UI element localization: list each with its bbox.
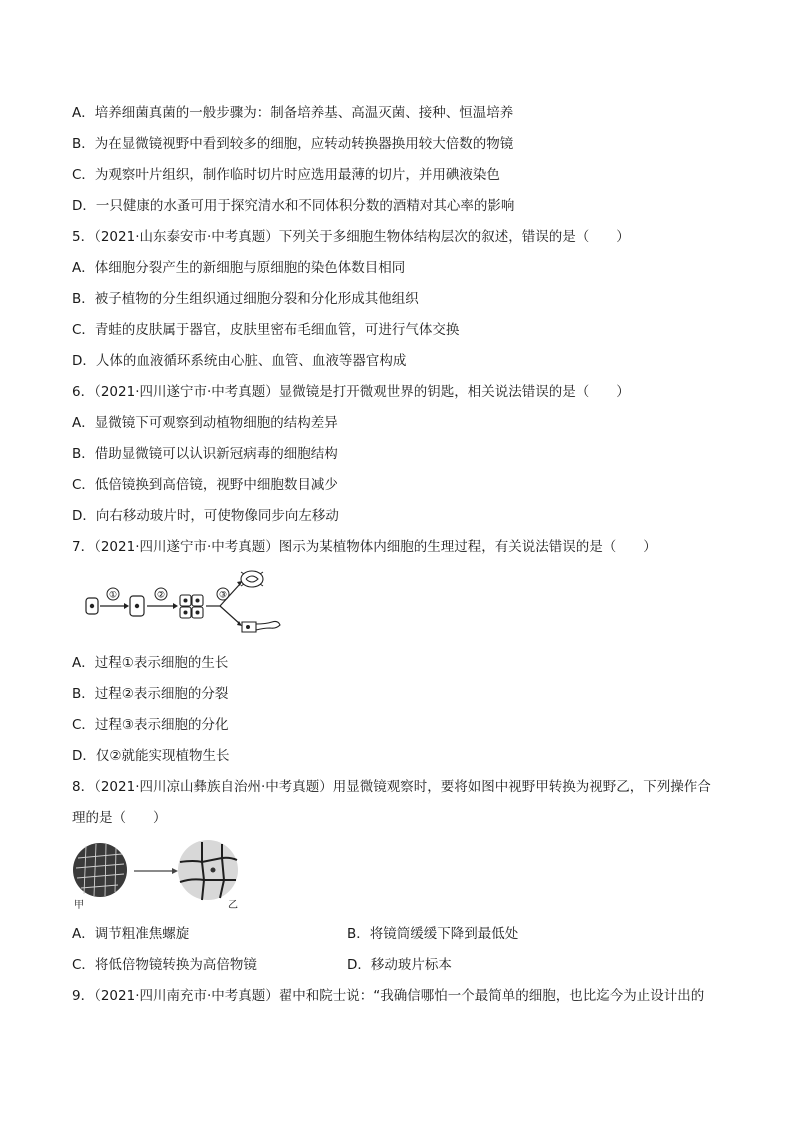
q6-option-c: C．低倍镜换到高倍镜，视野中细胞数目减少 (72, 477, 338, 493)
cell-process-diagram (80, 568, 290, 640)
q8-option-a: A．调节粗准焦螺旋 (72, 926, 190, 942)
guard-cell-spike-4 (260, 584, 263, 586)
q7-stem: 7．（2021·四川遂宁市·中考真题）图示为某植物体内细胞的生理过程，有关说法错误的是（ ） (72, 539, 657, 555)
label-1: ① (108, 590, 118, 601)
q5-option-c: C．青蛙的皮肤属于器官，皮肤里密布毛细血管，可进行气体交换 (72, 322, 460, 338)
q7-option-b: B．过程②表示细胞的分裂 (72, 686, 229, 702)
daughter-nucleus-3 (184, 611, 188, 615)
guard-cell-spike-3 (241, 584, 244, 586)
label-jia: 甲 (74, 900, 84, 911)
root-hair-nucleus (246, 625, 250, 629)
specialized-cell-top (241, 571, 263, 587)
field-jia (73, 843, 127, 897)
q5-option-a: A．体细胞分裂产生的新细胞与原细胞的染色体数目相同 (72, 260, 406, 276)
guard-cell-spike-2 (260, 572, 263, 574)
q6-option-d: D．向右移动玻片时，可使物像同步向左移动 (72, 508, 339, 524)
q5-option-d: D．人体的血液循环系统由心脏、血管、血液等器官构成 (72, 353, 407, 369)
q4-option-a: A．培养细菌真菌的一般步骤为：制备培养基、高温灭菌、接种、恒温培养 (72, 105, 514, 121)
nucleus-1 (90, 604, 94, 608)
q8-stem-line2: 理的是（ ） (72, 810, 167, 826)
label-yi: 乙 (228, 900, 238, 911)
label-3: ③ (218, 590, 228, 601)
field-yi-nucleus (211, 868, 216, 873)
arrow-3-down (220, 606, 240, 624)
daughter-nucleus-1 (184, 599, 188, 603)
field-arrow-head (172, 868, 178, 874)
q8-stem-line1: 8．（2021·四川凉山彝族自治州·中考真题）用显微镜观察时，要将如图中视野甲转换为视野乙，下列操作合 (72, 779, 711, 795)
guard-cell-spike-1 (241, 572, 244, 574)
q8-option-d: D．移动玻片标本 (347, 957, 452, 973)
field-yi (178, 840, 238, 900)
q5-stem: 5．（2021·山东泰安市·中考真题）下列关于多细胞生物体结构层次的叙述，错误的是（ ） (72, 229, 630, 245)
q9-stem: 9．（2021·四川南充市·中考真题）翟中和院士说：“我确信哪怕一个最简单的细胞，也比迄今为止设计出的 (72, 988, 705, 1004)
q4-option-c: C．为观察叶片组织，制作临时切片时应选用最薄的切片，并用碘液染色 (72, 167, 500, 183)
q6-option-b: B．借助显微镜可以认识新冠病毒的细胞结构 (72, 446, 338, 462)
arrow-2-head (173, 603, 178, 609)
arrow-1-head (124, 603, 129, 609)
q7-option-d: D．仅②就能实现植物生长 (72, 748, 230, 764)
q7-option-c: C．过程③表示细胞的分化 (72, 717, 229, 733)
root-hair-extension (256, 621, 280, 630)
nucleus-2 (135, 604, 139, 608)
label-2: ② (156, 590, 166, 601)
q7-option-a: A．过程①表示细胞的生长 (72, 655, 229, 671)
daughter-nucleus-2 (196, 599, 200, 603)
q8-option-c: C．将低倍物镜转换为高倍物镜 (72, 957, 257, 973)
q5-option-b: B．被子植物的分生组织通过细胞分裂和分化形成其他组织 (72, 291, 419, 307)
microscope-fields-figure (72, 840, 244, 912)
guard-cell-detail (246, 576, 258, 582)
q4-option-d: D．一只健康的水蚤可用于探究清水和不同体积分数的酒精对其心率的影响 (72, 198, 515, 214)
daughter-nucleus-4 (196, 611, 200, 615)
q4-option-b: B．为在显微镜视野中看到较多的细胞，应转动转换器换用较大倍数的物镜 (72, 136, 514, 152)
q6-option-a: A．显微镜下可观察到动植物细胞的结构差异 (72, 415, 338, 431)
q8-option-b: B．将镜筒缓缓下降到最低处 (347, 926, 519, 942)
q6-stem: 6．（2021·四川遂宁市·中考真题）显微镜是打开微观世界的钥匙，相关说法错误的是（ ） (72, 384, 630, 400)
